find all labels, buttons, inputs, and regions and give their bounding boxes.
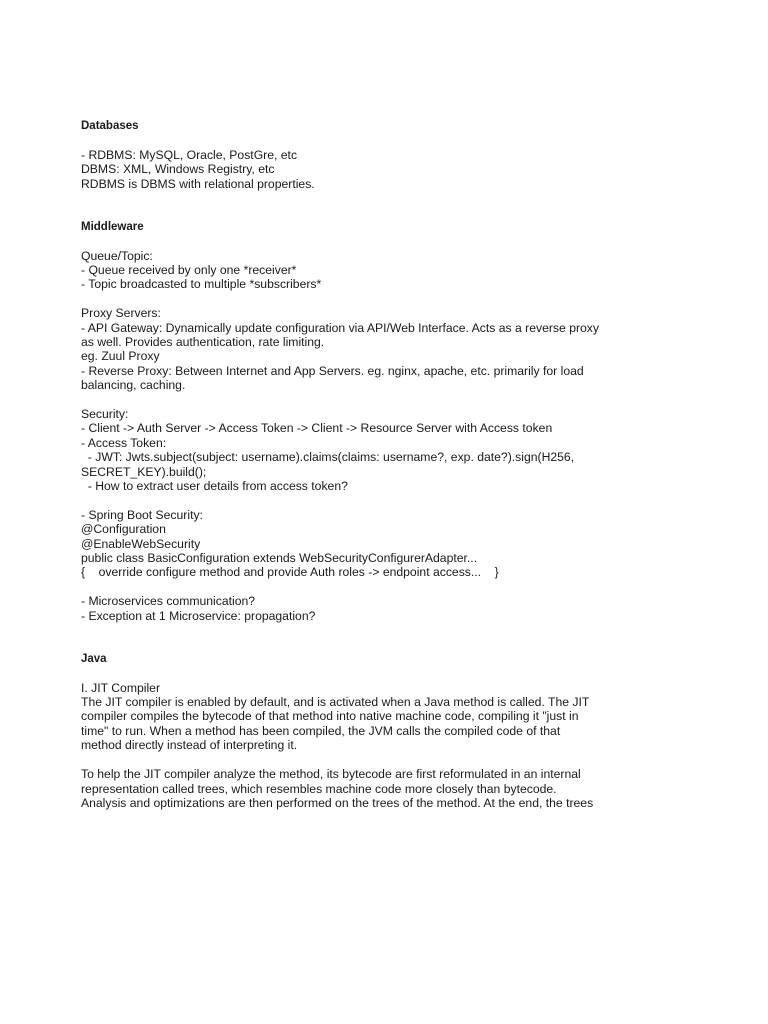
text-line: method directly instead of interpreting it. bbox=[81, 738, 298, 753]
spacer bbox=[81, 666, 611, 680]
text-line: Analysis and optimizations are then performed on the trees of the method. At the end, the trees bbox=[81, 795, 594, 810]
text-line: - Spring Boot Security: bbox=[81, 507, 203, 522]
text-line: - Topic broadcasted to multiple *subscribers* bbox=[81, 277, 322, 292]
text-line: Security: bbox=[81, 407, 129, 422]
spacer bbox=[81, 637, 611, 651]
spacer bbox=[81, 753, 611, 767]
text-line: { override configure method and provide Auth roles -> endpoint access... } bbox=[81, 565, 499, 580]
text-line: public class BasicConfiguration extends WebSecurityConfigurerAdapter... bbox=[81, 551, 478, 566]
document-page bbox=[81, 119, 611, 810]
text-line: SECRET_KEY).build(); bbox=[81, 464, 207, 479]
text-line: - Client -> Auth Server -> Access Token -> Client -> Resource Server with Access token bbox=[81, 421, 553, 436]
spacer bbox=[81, 292, 611, 306]
text-line: - RDBMS: MySQL, Oracle, PostGre, etc bbox=[81, 147, 298, 162]
heading-databases: Databases bbox=[81, 120, 139, 132]
text-line: - How to extract user details from access token? bbox=[81, 479, 348, 494]
spacer bbox=[81, 393, 611, 407]
text-line: balancing, caching. bbox=[81, 378, 186, 393]
spacer bbox=[81, 580, 611, 594]
text-line: - JWT: Jwts.subject(subject: username).claims(claims: username?, exp. date?).sign(H256, bbox=[81, 450, 575, 465]
text-line: compiler compiles the bytecode of that method into native machine code, compiling it "just in bbox=[81, 709, 579, 724]
text-line: - Microservices communication? bbox=[81, 594, 256, 609]
text-line: - Reverse Proxy: Between Internet and App Servers. eg. nginx, apache, etc. primarily for load bbox=[81, 363, 584, 378]
text-line: - Exception at 1 Microservice: propagation? bbox=[81, 608, 316, 623]
text-line: The JIT compiler is enabled by default, and is activated when a Java method is called. The JIT bbox=[81, 695, 590, 710]
spacer bbox=[81, 133, 611, 147]
text-line: representation called trees, which resembles machine code more closely than bytecode. bbox=[81, 781, 557, 796]
heading-middleware: Middleware bbox=[81, 220, 144, 233]
text-line: time" to run. When a method has been compiled, the JVM calls the compiled code of that bbox=[81, 723, 561, 738]
text-line: eg. Zuul Proxy bbox=[81, 349, 160, 364]
text-line: Queue/Topic: bbox=[81, 248, 153, 263]
text-line: as well. Provides authentication, rate limiting. bbox=[81, 335, 325, 350]
spacer bbox=[81, 205, 611, 219]
text-line: - Queue received by only one *receiver* bbox=[81, 263, 297, 277]
text-line: I. JIT Compiler bbox=[81, 680, 161, 695]
text-line: DBMS: XML, Windows Registry, etc bbox=[81, 162, 275, 177]
spacer bbox=[81, 493, 611, 507]
text-line: @EnableWebSecurity bbox=[81, 536, 201, 551]
text-line: - API Gateway: Dynamically update configuration via API/Web Interface. Acts as a reverse proxy bbox=[81, 320, 599, 335]
text-line: Proxy Servers: bbox=[81, 306, 161, 321]
text-line: To help the JIT compiler analyze the method, its bytecode are first reformulated in an internal bbox=[81, 767, 581, 782]
spacer bbox=[81, 191, 611, 205]
text-line: RDBMS is DBMS with relational properties. bbox=[81, 176, 315, 191]
spacer bbox=[81, 623, 611, 637]
text-line: - Access Token: bbox=[81, 435, 167, 450]
text-line: @Configuration bbox=[81, 522, 166, 537]
spacer bbox=[81, 234, 611, 248]
heading-java: Java bbox=[81, 652, 107, 665]
